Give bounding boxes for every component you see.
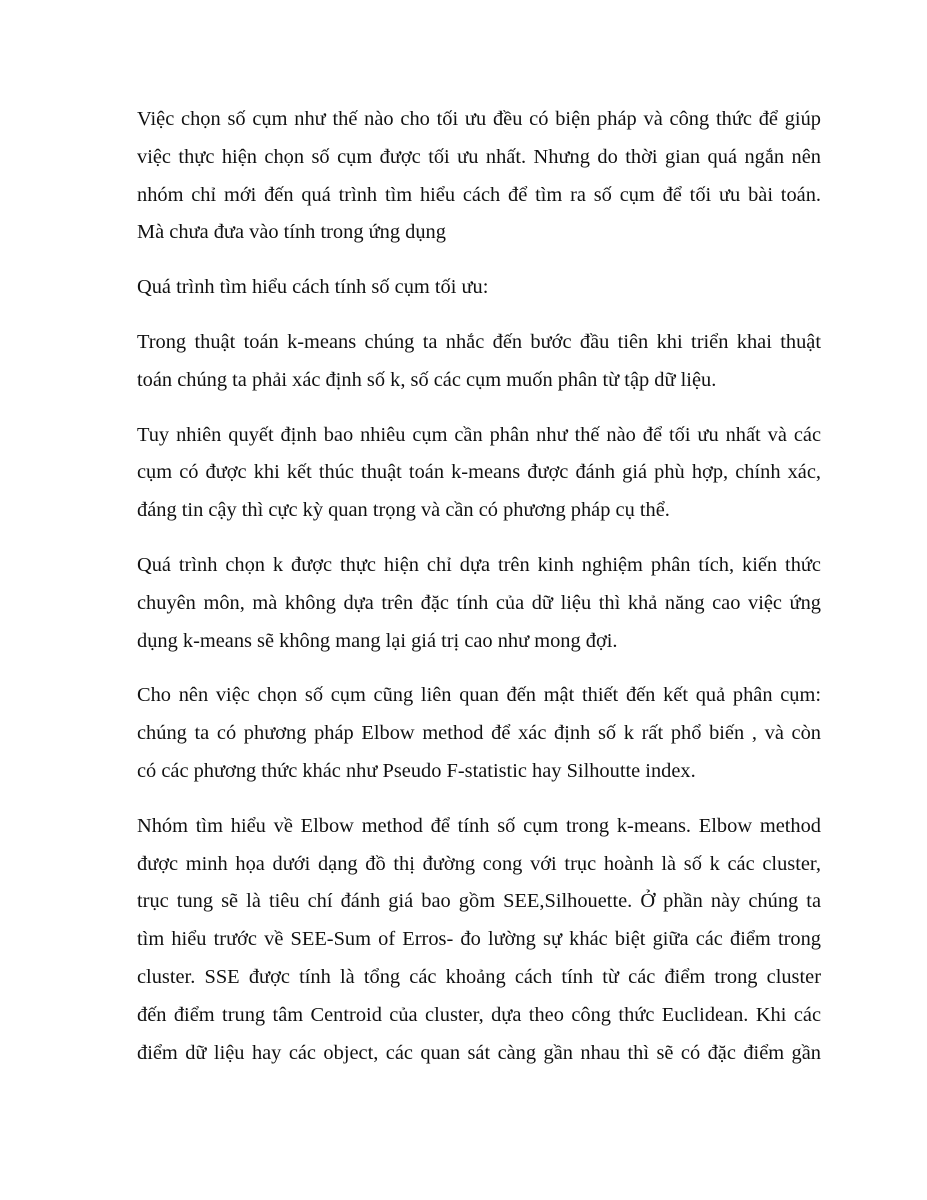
text-line: đáng tin cậy thì cực kỳ quan trọng và cần có phương pháp cụ thể. bbox=[137, 499, 670, 522]
text-line: điểm dữ liệu hay các object, các quan sát càng gần nhau thì sẽ có đặc điểm gần bbox=[137, 1041, 821, 1064]
paragraph-2 bbox=[137, 269, 821, 307]
text-line: Quá trình tìm hiểu cách tính số cụm tối ưu: bbox=[137, 276, 489, 299]
paragraph-6 bbox=[137, 677, 821, 790]
text-line: cluster. SSE được tính là tổng các khoảng cách tính từ các điểm trong cluster bbox=[137, 965, 821, 988]
text-line: Việc chọn số cụm như thế nào cho tối ưu đều có biện pháp và công thức để giúp bbox=[137, 108, 821, 130]
document-body bbox=[137, 101, 821, 1089]
text-line: việc thực hiện chọn số cụm được tối ưu nhất. Nhưng do thời gian quá ngắn nên bbox=[137, 145, 821, 168]
text-line: Mà chưa đưa vào tính trong ứng dụng bbox=[137, 221, 446, 244]
text-line: đến điểm trung tâm Centroid của cluster, dựa theo công thức Euclidean. Khi các bbox=[137, 1003, 821, 1026]
text-line: Nhóm tìm hiểu về Elbow method để tính số cụm trong k-means. Elbow method bbox=[137, 814, 821, 837]
text-line: chuyên môn, mà không dựa trên đặc tính của dữ liệu thì khả năng cao việc ứng bbox=[137, 591, 821, 614]
text-line: được minh họa dưới dạng đồ thị đường cong với trục hoành là số k các cluster, bbox=[137, 852, 821, 875]
paragraph-5 bbox=[137, 547, 821, 660]
text-line: trục tung sẽ là tiêu chí đánh giá bao gồm SEE,Silhouette. Ở phần này chúng ta bbox=[137, 890, 821, 913]
paragraph-7 bbox=[137, 808, 821, 1073]
text-line: toán chúng ta phải xác định số k, số các cụm muốn phân từ tập dữ liệu. bbox=[137, 368, 717, 391]
text-line: chúng ta có phương pháp Elbow method để xác định số k rất phổ biến , và còn bbox=[137, 722, 821, 745]
text-line: có các phương thức khác như Pseudo F-statistic hay Silhoutte index. bbox=[137, 759, 696, 782]
text-line: tìm hiểu trước về SEE-Sum of Erros- đo lường sự khác biệt giữa các điểm trong bbox=[137, 928, 821, 951]
text-line: nhóm chỉ mới đến quá trình tìm hiểu cách để tìm ra số cụm để tối ưu bài toán. bbox=[137, 183, 821, 206]
text-line: Trong thuật toán k-means chúng ta nhắc đến bước đầu tiên khi triển khai thuật bbox=[137, 330, 821, 353]
text-line: Tuy nhiên quyết định bao nhiêu cụm cần phân như thế nào để tối ưu nhất và các bbox=[137, 423, 821, 446]
text-line: cụm có được khi kết thúc thuật toán k-means được đánh giá phù hợp, chính xác, bbox=[137, 461, 821, 484]
text-line: Cho nên việc chọn số cụm cũng liên quan đến mật thiết đến kết quả phân cụm: bbox=[137, 684, 821, 707]
paragraph-3 bbox=[137, 324, 821, 400]
paragraph-1 bbox=[137, 101, 821, 252]
text-line: Quá trình chọn k được thực hiện chỉ dựa trên kinh nghiệm phân tích, kiến thức bbox=[137, 553, 821, 576]
text-line: dụng k-means sẽ không mang lại giá trị cao như mong đợi. bbox=[137, 629, 618, 652]
paragraph-4 bbox=[137, 417, 821, 530]
